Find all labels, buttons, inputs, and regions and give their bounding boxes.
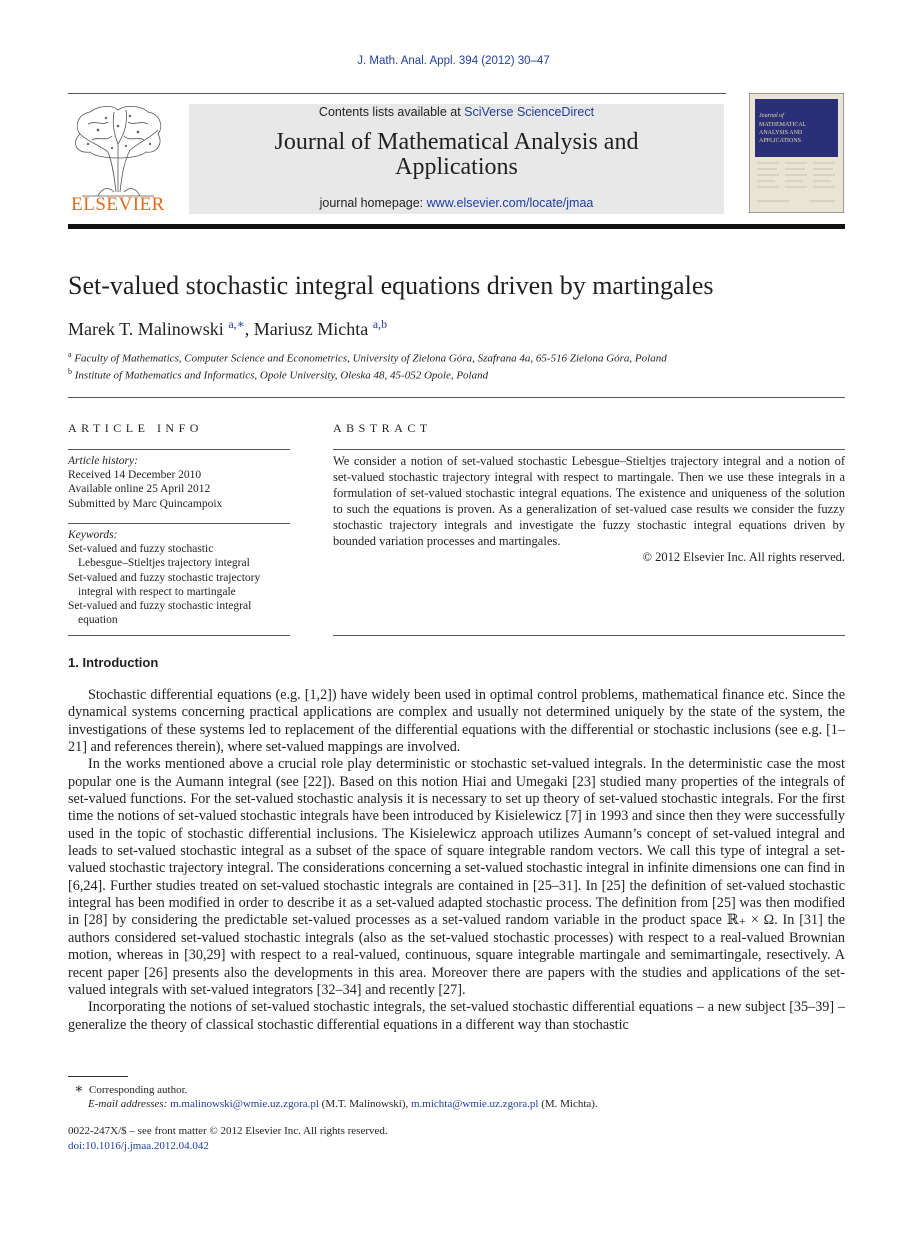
- author-name: Marek T. Malinowski: [68, 319, 224, 339]
- abstract-heading: ABSTRACT: [333, 421, 432, 435]
- doi-text[interactable]: doi:10.1016/j.jmaa.2012.04.042: [68, 1140, 209, 1152]
- email-link-malinowski[interactable]: m.malinowski@wmie.uz.zgora.pl: [170, 1098, 319, 1110]
- keyword: Set-valued and fuzzy stochastic trajectory integral with respect to martingale: [68, 571, 261, 598]
- email-owner: (M. Michta).: [538, 1098, 598, 1110]
- issn-line: 0022-247X/$ – see front matter © 2012 Elsevier Inc. All rights reserved.: [68, 1125, 388, 1137]
- affiliation-text: Faculty of Mathematics, Computer Science and Econometrics, University of Zielona Góra, Szafrana 4a, 65-516 Zielona Góra, Poland: [74, 352, 667, 365]
- history-received: Received 14 December 2010: [68, 469, 202, 482]
- footnote-rule: [68, 1076, 128, 1077]
- homepage-prefix: journal homepage:: [319, 196, 427, 210]
- abstract-copyright: © 2012 Elsevier Inc. All rights reserved.: [642, 550, 845, 564]
- affiliation-a: [68, 350, 667, 365]
- journal-title-line1: Journal of Mathematical Analysis and: [274, 129, 639, 155]
- introduction-heading: 1. Introduction: [68, 655, 159, 670]
- homepage-line: [189, 196, 724, 210]
- contents-prefix: Contents lists available at: [318, 105, 465, 119]
- sciencedirect-link[interactable]: SciVerse ScienceDirect: [464, 105, 595, 119]
- header-top-rule: [68, 93, 726, 94]
- history-label: Article history:: [68, 455, 138, 467]
- abstract-text: [333, 453, 845, 565]
- journal-homepage-link[interactable]: www.elsevier.com/locate/jmaa: [426, 196, 594, 210]
- doi-link[interactable]: [68, 1140, 209, 1152]
- affiliation-mark: b: [68, 367, 72, 376]
- journal-title: [189, 130, 724, 180]
- abstract-body: We consider a notion of set-valued stochastic Lebesgue–Stieltjes trajectory integral and a notion of set-valued stochastic trajectory integral with respect to martingale. Then we use these integrals in a formulation of set-valued stochastic integral equations. The existence and uniqueness of the solution to such the equations is proven. As a generalization of set-valued case results we consider the fuzzy stochastic trajectory integrals and investigate the fuzzy stochastic integral equations driven by bounded variation processes and martingales.: [333, 454, 845, 548]
- section-rule: [68, 397, 845, 398]
- keyword: Set-valued and fuzzy stochastic integral equation: [68, 600, 252, 627]
- footnote-star: ∗: [74, 1082, 84, 1097]
- svg-text:ANALYSIS AND: ANALYSIS AND: [759, 130, 803, 136]
- paragraph: Stochastic differential equations (e.g. [1,2]) have widely been used in optimal control problems, mathematical finance etc. Since the dynamical systems concerning practical applications are complex and usually not determined uniquely by the state of the system, the investigations of these systems led to replacement of the differential equations with the differential or stochastic inclusions (see e.g. [1–21] and references therein), where set-valued mappings are involved.: [68, 687, 845, 756]
- journal-citation[interactable]: J. Math. Anal. Appl. 394 (2012) 30–47: [357, 55, 550, 67]
- history-submitted: Submitted by Marc Quincampoix: [68, 497, 223, 510]
- article-info-heading: ARTICLE INFO: [68, 421, 203, 435]
- keywords-block: [68, 528, 290, 627]
- history-online: Available online 25 April 2012: [68, 483, 211, 496]
- email-owner: (M.T. Malinowski),: [318, 1098, 411, 1110]
- abstract-bottom-rule: [333, 635, 845, 636]
- author-list: [68, 317, 387, 340]
- keyword: Set-valued and fuzzy stochastic Lebesgue–Stieltjes trajectory integral: [68, 543, 250, 570]
- affiliation-text: Institute of Mathematics and Informatics, Opole University, Oleska 48, 45-052 Opole, Poland: [74, 369, 489, 382]
- corresponding-text: Corresponding author.: [89, 1084, 188, 1096]
- keywords-rule: [68, 523, 290, 524]
- affiliation-mark: a: [68, 350, 72, 359]
- journal-cover-image: [749, 93, 844, 213]
- keywords-label: Keywords:: [68, 529, 118, 541]
- journal-title-line2: Applications: [395, 154, 518, 180]
- article-info-rule: [68, 449, 290, 450]
- article-title: Set-valued stochastic integral equations driven by martingales: [68, 271, 714, 300]
- author-name: Mariusz Michta: [253, 319, 369, 339]
- header-thick-rule: [68, 224, 845, 229]
- svg-text:APPLICATIONS: APPLICATIONS: [759, 138, 802, 144]
- article-history: [68, 454, 290, 511]
- introduction-body: [68, 687, 845, 1034]
- contents-line: [189, 105, 724, 119]
- paragraph: Incorporating the notions of set-valued stochastic integrals, the set-valued stochastic differential equations – a new subject [35–39] – generalize the theory of classical stochastic differential equations in a different way than stochastic: [68, 999, 845, 1033]
- elsevier-wordmark: ELSEVIER: [71, 194, 165, 215]
- author-separator: ,: [244, 319, 254, 339]
- email-label: E-mail addresses:: [88, 1098, 171, 1110]
- svg-text:MATHEMATICAL: MATHEMATICAL: [759, 122, 807, 128]
- author-affiliation-mark[interactable]: a,∗: [228, 317, 245, 331]
- email-link-michta[interactable]: m.michta@wmie.uz.zgora.pl: [411, 1098, 539, 1110]
- email-addresses: [88, 1098, 598, 1110]
- affiliation-b: [68, 367, 488, 382]
- abstract-rule: [333, 449, 845, 450]
- article-info-bottom-rule: [68, 635, 290, 636]
- corresponding-author-note: [74, 1081, 187, 1098]
- author-affiliation-mark[interactable]: a,b: [372, 317, 388, 331]
- svg-text:Journal of: Journal of: [759, 113, 784, 119]
- paragraph: In the works mentioned above a crucial role play deterministic or stochastic set-valued integrals. In the deterministic case the most popular one is the Aumann integral (see [22]). Based on this notion Hiai and Umegaki [23] studied many properties of the integrals of set-valued functions. For the set-valued stochastic analysis it is necessary to set up theory of set-valued stochastic integrals. For the first time the notions of set-valued stochastic integrals have been introduced by Kisielewicz [7] in 1993 and since then they were successfully used in the topic of stochastic differential inclusions. The Kisielewicz approach utilizes Aumann’s concept of set-valued integral and leads to set-valued stochastic integral as a subset of the space of square integrable random vectors. We call this type of integral a set-valued stochastic trajectory integral. The considerations concerning a set-valued stochastic integral in infinite dimensions one can find in [6,24]. Further studies treated on set-valued stochastic integrals are contained in [25–31]. In [25] the definition of set-valued stochastic integral has been modified in order to describe it as a set-valued adapted stochastic process. The definition from [25] was then modified in [28] by considering the predictable set-valued processes as a set-valued random variable in the product space ℝ₊ × Ω. In [31] the authors considered set-valued stochastic integrals (also as the set-valued stochastic processes) with respect to a real-valued Brownian motion, whereas in [30,29] with respect to a real-valued, continuous, square integrable martingale and semimartingale, resectively. A recent paper [26] presents also the developments in this area. Moreover there are papers with the studies and applications of the set-valued integrals with set-valued integrators [32–34] and recently [27].: [68, 756, 845, 998]
